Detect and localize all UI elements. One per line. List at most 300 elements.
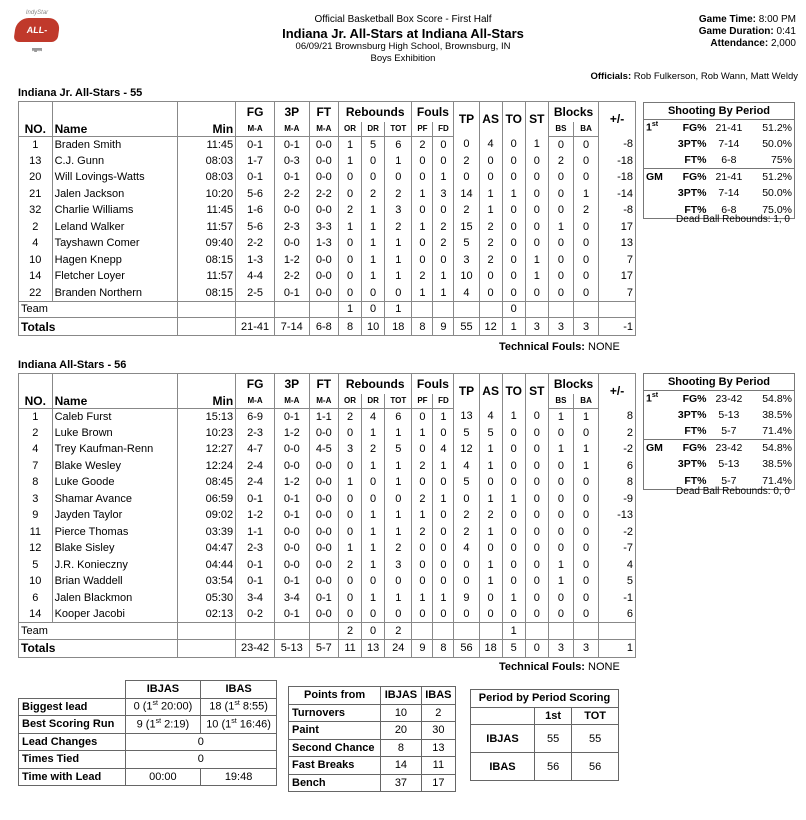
cell-st: 0: [525, 202, 548, 219]
cell-ft: 0-0: [309, 491, 338, 508]
cell-bs: 0: [548, 540, 573, 557]
cell-tp: 0: [454, 169, 479, 186]
cell-ft: 0-0: [309, 507, 338, 524]
cell-name: C.J. Gunn: [52, 153, 178, 170]
cell-bs: 2: [548, 153, 573, 170]
cell-no: 5: [19, 557, 53, 574]
cell-to: 0: [502, 235, 525, 252]
cell-fg: 2-5: [236, 285, 275, 302]
cell-pf: 1: [412, 507, 433, 524]
cell-to: 1: [502, 590, 525, 607]
cell-or: 0: [338, 235, 361, 252]
cell-tp: 3: [454, 252, 479, 269]
col-header-dr: DR: [362, 394, 385, 409]
cell-name: Luke Goode: [52, 474, 178, 491]
shooting-pct: 38.5%: [762, 458, 792, 471]
cell-fd: 0: [433, 507, 454, 524]
best-run-ibas: 10 (1st 16:46): [201, 716, 277, 734]
cell-bs: 0: [548, 458, 573, 475]
cell-tot: 2: [385, 623, 412, 640]
cell-pf: 2: [412, 136, 433, 153]
cell-fg: 2-4: [236, 458, 275, 475]
cell-tp: 0: [454, 573, 479, 590]
shooting-stat-label: 3PT%: [677, 187, 707, 200]
cell-fg: 4-7: [236, 441, 275, 458]
team2-technical-fouls: [499, 661, 620, 673]
game-date-location: 06/09/21 Brownsburg High School, Brownsburg, IN: [295, 41, 511, 52]
team1-dead-ball-rebounds: Dead Ball Rebounds: 1, 0: [676, 214, 790, 225]
cell-ft: 0-0: [309, 136, 338, 153]
cell-tot: 2: [385, 219, 412, 236]
cell-fd: 0: [433, 425, 454, 442]
shooting-pct: 54.8%: [762, 442, 792, 454]
cell-tp: 13: [454, 408, 479, 425]
cell-name: Jalen Blackmon: [52, 590, 178, 607]
cell-no: 4: [19, 441, 53, 458]
pf-label: Fast Breaks: [289, 757, 381, 775]
cell-name: Hagen Knepp: [52, 252, 178, 269]
cell-tot: 5: [385, 441, 412, 458]
player-row: [19, 235, 636, 252]
totals-tp: 56: [454, 639, 479, 657]
cell-tp: 0: [454, 136, 479, 153]
cell-as: 2: [479, 219, 502, 236]
cell-ft: 0-0: [309, 268, 338, 285]
col-header-as: AS: [479, 374, 502, 409]
shooting-made-att: 5-13: [718, 458, 740, 471]
cell-dr: 1: [362, 268, 385, 285]
cell-pf: 0: [412, 540, 433, 557]
cell-3p: 2-2: [274, 186, 309, 203]
cell-ft: 0-0: [309, 458, 338, 475]
cell-no: 20: [19, 169, 53, 186]
cell-fd: 3: [433, 186, 454, 203]
cell-or: 0: [338, 186, 361, 203]
cell-st: 0: [525, 491, 548, 508]
cell-pm: -18: [599, 169, 636, 186]
col-header-tot: TOT: [385, 122, 412, 137]
shooting-made-att: 5-13: [718, 408, 740, 421]
player-row: [19, 285, 636, 302]
cell-no: 3: [19, 491, 53, 508]
ps-empty: [471, 707, 535, 725]
cell-ba: 0: [573, 557, 598, 574]
game-time: 8:00 PM: [758, 14, 796, 25]
totals-or: 8: [338, 318, 361, 336]
cell-min: 12:27: [178, 441, 236, 458]
col-header-ft-ma: M-A: [309, 122, 338, 137]
cell-or: 0: [338, 590, 361, 607]
cell-tot: 6: [385, 136, 412, 153]
cell-min: [178, 301, 236, 318]
shooting-made-att: 5-7: [721, 474, 737, 487]
cell-dr: 5: [362, 136, 385, 153]
cell-name: Brian Waddell: [52, 573, 178, 590]
cell-st: 1: [525, 136, 548, 153]
col-header-plus-minus: +/-: [599, 374, 636, 409]
totals-dr: 10: [362, 318, 385, 336]
cell-no: 1: [19, 136, 53, 153]
cell-tp: 0: [454, 557, 479, 574]
cell-bs: 0: [548, 491, 573, 508]
cell-to: 0: [502, 606, 525, 623]
cell-as: 4: [479, 408, 502, 425]
shooting-pct: 54.8%: [762, 392, 792, 405]
shooting-period: [644, 136, 666, 153]
cell-st: 1: [525, 252, 548, 269]
ps-title: Period by Period Scoring: [471, 690, 619, 708]
cell-tot: 1: [385, 474, 412, 491]
cell-ft: 0-0: [309, 573, 338, 590]
cell-st: 0: [525, 235, 548, 252]
col-header-rebounds: Rebounds: [338, 102, 411, 122]
shooting-stat-label: FG%: [682, 392, 707, 405]
cell-to: 0: [502, 573, 525, 590]
cell-tp: [454, 623, 479, 640]
cell-ba: 0: [573, 590, 598, 607]
cell-no: 10: [19, 573, 53, 590]
cell-name: Charlie Williams: [52, 202, 178, 219]
cell-or: 0: [338, 458, 361, 475]
cell-name: Jayden Taylor: [52, 507, 178, 524]
cell-fd: 0: [433, 606, 454, 623]
cell-fd: 0: [433, 474, 454, 491]
col-header-to: TO: [502, 102, 525, 137]
cell-fg: 0-1: [236, 136, 275, 153]
cell-as: 0: [479, 153, 502, 170]
pf-ibjas: 8: [381, 739, 422, 757]
cell-bs: 1: [548, 441, 573, 458]
cell-name: Jalen Jackson: [52, 186, 178, 203]
cell-tp: 4: [454, 540, 479, 557]
cell-ba: 1: [573, 408, 598, 425]
shooting-stat-label: 3PT%: [677, 408, 707, 421]
cell-3p: 0-0: [274, 202, 309, 219]
cell-as: [479, 301, 502, 318]
cell-as: 1: [479, 458, 502, 475]
shooting-made-att: 23-42: [715, 392, 743, 405]
cell-dr: 2: [362, 441, 385, 458]
cell-ft: 0-0: [309, 202, 338, 219]
cell-ba: 0: [573, 153, 598, 170]
cell-pm: [599, 301, 636, 318]
cell-to: 0: [502, 219, 525, 236]
cell-tot: 1: [385, 235, 412, 252]
cell-min: 09:40: [178, 235, 236, 252]
cell-no: 13: [19, 153, 53, 170]
cell-ft: 1-3: [309, 235, 338, 252]
cell-pf: 0: [412, 153, 433, 170]
player-row: [19, 491, 636, 508]
cell-tot: 1: [385, 252, 412, 269]
cell-name: Leland Walker: [52, 219, 178, 236]
cell-fd: 4: [433, 441, 454, 458]
cell-tot: 1: [385, 524, 412, 541]
shooting-pct: 75%: [770, 154, 792, 166]
totals-row: [19, 318, 636, 336]
shooting-pct: 51.2%: [762, 171, 792, 183]
biggest-lead-ibas: 18 (1st 8:55): [201, 698, 277, 716]
cell-no: 6: [19, 590, 53, 607]
cell-as: 1: [479, 491, 502, 508]
cell-ft: 0-0: [309, 285, 338, 302]
cell-min: 11:45: [178, 136, 236, 153]
cell-to: 0: [502, 458, 525, 475]
cell-or: 0: [338, 169, 361, 186]
cell-min: 11:57: [178, 219, 236, 236]
cell-tp: 10: [454, 268, 479, 285]
ps-row: [471, 753, 619, 781]
cell-fg: 2-4: [236, 474, 275, 491]
cell-min: 04:44: [178, 557, 236, 574]
cell-dr: 0: [362, 573, 385, 590]
totals-tot: 24: [385, 639, 412, 657]
cell-dr: 1: [362, 202, 385, 219]
cell-name: J.R. Konieczny: [52, 557, 178, 574]
cell-pf: 2: [412, 491, 433, 508]
times-tied-value: 0: [125, 751, 276, 769]
cell-tot: 1: [385, 425, 412, 442]
cell-fg: 3-4: [236, 590, 275, 607]
col-header-no-sub: NO.: [19, 122, 53, 137]
cell-3p: 0-0: [274, 441, 309, 458]
shooting-row: [644, 152, 795, 169]
cell-3p: 0-1: [274, 573, 309, 590]
shooting-title-row: [644, 374, 795, 391]
cell-3p: 3-4: [274, 590, 309, 607]
cell-st: 0: [525, 557, 548, 574]
cell-tot: 0: [385, 285, 412, 302]
totals-bs: 3: [548, 318, 573, 336]
cell-or: 1: [338, 540, 361, 557]
cell-dr: 0: [362, 474, 385, 491]
cell-min: 04:47: [178, 540, 236, 557]
cell-tot: 6: [385, 408, 412, 425]
cell-min: 03:39: [178, 524, 236, 541]
cell-to: 1: [502, 623, 525, 640]
cell-st: 0: [525, 169, 548, 186]
player-row: [19, 540, 636, 557]
cell-ba: 0: [573, 524, 598, 541]
cell-to: 0: [502, 169, 525, 186]
cell-3p: 1-2: [274, 252, 309, 269]
col-header-or: OR: [338, 394, 361, 409]
cell-ba: 0: [573, 285, 598, 302]
cell-min: 15:13: [178, 408, 236, 425]
pf-ibjas: 14: [381, 757, 422, 775]
cell-ba: 0: [573, 252, 598, 269]
cell-name: Branden Northern: [52, 285, 178, 302]
attendance: 2,000: [770, 38, 796, 49]
totals-label: Totals: [19, 318, 178, 336]
player-row: [19, 507, 636, 524]
cell-bs: 0: [548, 507, 573, 524]
cell-ft: 3-3: [309, 219, 338, 236]
cell-name: Caleb Furst: [52, 408, 178, 425]
player-row: [19, 202, 636, 219]
totals-min: [178, 318, 236, 336]
cell-pm: 5: [599, 573, 636, 590]
totals-tp: 55: [454, 318, 479, 336]
game-title: Indiana Jr. All-Stars at Indiana All-Stars: [282, 26, 524, 41]
player-row: [19, 557, 636, 574]
shooting-period: [644, 407, 666, 424]
cell-tp: 4: [454, 285, 479, 302]
pf-col-ibas: IBAS: [421, 687, 455, 705]
cell-pm: -2: [599, 524, 636, 541]
cell-or: 0: [338, 268, 361, 285]
cell-tp: 4: [454, 458, 479, 475]
col-header-name-sub: Name: [52, 122, 178, 137]
cell-or: 1: [338, 474, 361, 491]
cell-pm: 2: [599, 425, 636, 442]
cell-no: 22: [19, 285, 53, 302]
shooting-period: [644, 152, 666, 169]
cell-tp: 2: [454, 153, 479, 170]
cell-pf: 1: [412, 425, 433, 442]
shooting-period: GM: [646, 171, 663, 183]
pf-row: [289, 757, 456, 775]
cell-tp: 2: [454, 524, 479, 541]
cell-as: 0: [479, 285, 502, 302]
cell-pf: 0: [412, 202, 433, 219]
cell-bs: 1: [548, 408, 573, 425]
empty-header: [19, 681, 126, 699]
shooting-title: Shooting By Period: [644, 374, 795, 391]
cell-st: 0: [525, 186, 548, 203]
shooting-made-att: 6-8: [721, 154, 737, 166]
totals-pm: 1: [599, 639, 636, 657]
team-row: [19, 623, 636, 640]
cell-tp: 5: [454, 425, 479, 442]
player-row: [19, 458, 636, 475]
pf-ibas: 17: [421, 774, 455, 792]
col-header-tot: TOT: [385, 394, 412, 409]
shooting-stat-label: FG%: [682, 171, 707, 183]
cell-to: 0: [502, 202, 525, 219]
cell-as: 1: [479, 557, 502, 574]
cell-pf: 0: [412, 573, 433, 590]
totals-fg: 21-41: [236, 318, 275, 336]
cell-or: 0: [338, 285, 361, 302]
biggest-lead-ibjas: 0 (1st 20:00): [125, 698, 201, 716]
cell-min: 02:13: [178, 606, 236, 623]
cell-dr: 1: [362, 524, 385, 541]
ps-team: IBAS: [471, 753, 535, 781]
cell-min: 06:59: [178, 491, 236, 508]
pf-ibjas: 20: [381, 722, 422, 740]
shooting-stat-label: FT%: [684, 474, 707, 487]
ps-row: [471, 725, 619, 753]
ps-team: IBJAS: [471, 725, 535, 753]
cell-pm: -14: [599, 186, 636, 203]
cell-no: 7: [19, 458, 53, 475]
cell-fd: 2: [433, 219, 454, 236]
cell-dr: 1: [362, 458, 385, 475]
cell-pm: 8: [599, 408, 636, 425]
cell-3p: 0-0: [274, 524, 309, 541]
cell-pm: 17: [599, 219, 636, 236]
cell-tot: 2: [385, 186, 412, 203]
cell-3p: 0-0: [274, 557, 309, 574]
cell-tot: 0: [385, 573, 412, 590]
cell-fd: 2: [433, 235, 454, 252]
cell-tot: 0: [385, 491, 412, 508]
totals-fd: 8: [433, 639, 454, 657]
cell-as: 1: [479, 186, 502, 203]
cell-3p: 2-3: [274, 219, 309, 236]
cell-tot: 0: [385, 606, 412, 623]
col-header-tp: TP: [454, 102, 479, 137]
cell-pf: 2: [412, 458, 433, 475]
col-header-to: TO: [502, 374, 525, 409]
cell-st: 0: [525, 285, 548, 302]
cell-pf: 0: [412, 441, 433, 458]
player-row: [19, 606, 636, 623]
cell-tp: 2: [454, 507, 479, 524]
totals-min: [178, 639, 236, 657]
pf-row: [289, 722, 456, 740]
player-row: [19, 169, 636, 186]
cell-ft: 0-0: [309, 169, 338, 186]
cell-pf: 0: [412, 408, 433, 425]
cell-tot: 1: [385, 458, 412, 475]
col-header-no-sub: NO.: [19, 394, 53, 409]
totals-dr: 13: [362, 639, 385, 657]
cell-fg: 1-1: [236, 524, 275, 541]
cell-ba: 0: [573, 573, 598, 590]
cell-pf: 0: [412, 235, 433, 252]
cell-name: Luke Brown: [52, 425, 178, 442]
cell-fd: 1: [433, 268, 454, 285]
cell-to: 0: [502, 441, 525, 458]
totals-fd: 9: [433, 318, 454, 336]
cell-pm: 7: [599, 285, 636, 302]
col-header-min-sub: Min: [178, 394, 236, 409]
col-header-pf: PF: [412, 394, 433, 409]
cell-fd: [433, 301, 454, 318]
shooting-row: [644, 407, 795, 424]
pf-header: [289, 687, 456, 705]
period-sup: st: [651, 121, 659, 129]
cell-name: Fletcher Loyer: [52, 268, 178, 285]
totals-ba: 3: [573, 639, 598, 657]
shooting-period: GM: [646, 442, 663, 454]
cell-fd: 0: [433, 252, 454, 269]
col-header-fouls: Fouls: [412, 374, 454, 394]
shooting-pct: 75.0%: [762, 203, 792, 216]
cell-3p: 0-1: [274, 408, 309, 425]
cell-fd: 0: [433, 540, 454, 557]
cell-to: 0: [502, 540, 525, 557]
report-type: Official Basketball Box Score - First Half: [314, 14, 492, 25]
cell-name: Tayshawn Comer: [52, 235, 178, 252]
cell-fd: 1: [433, 491, 454, 508]
pf-label: Second Chance: [289, 739, 381, 757]
col-header-min: [178, 102, 236, 122]
cell-3p: 0-1: [274, 136, 309, 153]
pf-col-ibjas: IBJAS: [381, 687, 422, 705]
col-header-ft-ma: M-A: [309, 394, 338, 409]
cell-ba: 1: [573, 458, 598, 475]
cell-min: 10:23: [178, 425, 236, 442]
cell-fd: 0: [433, 136, 454, 153]
cell-bs: 0: [548, 169, 573, 186]
cell-or: 0: [338, 252, 361, 269]
player-row: [19, 219, 636, 236]
cell-tot: 2: [385, 540, 412, 557]
cell-pf: 1: [412, 590, 433, 607]
